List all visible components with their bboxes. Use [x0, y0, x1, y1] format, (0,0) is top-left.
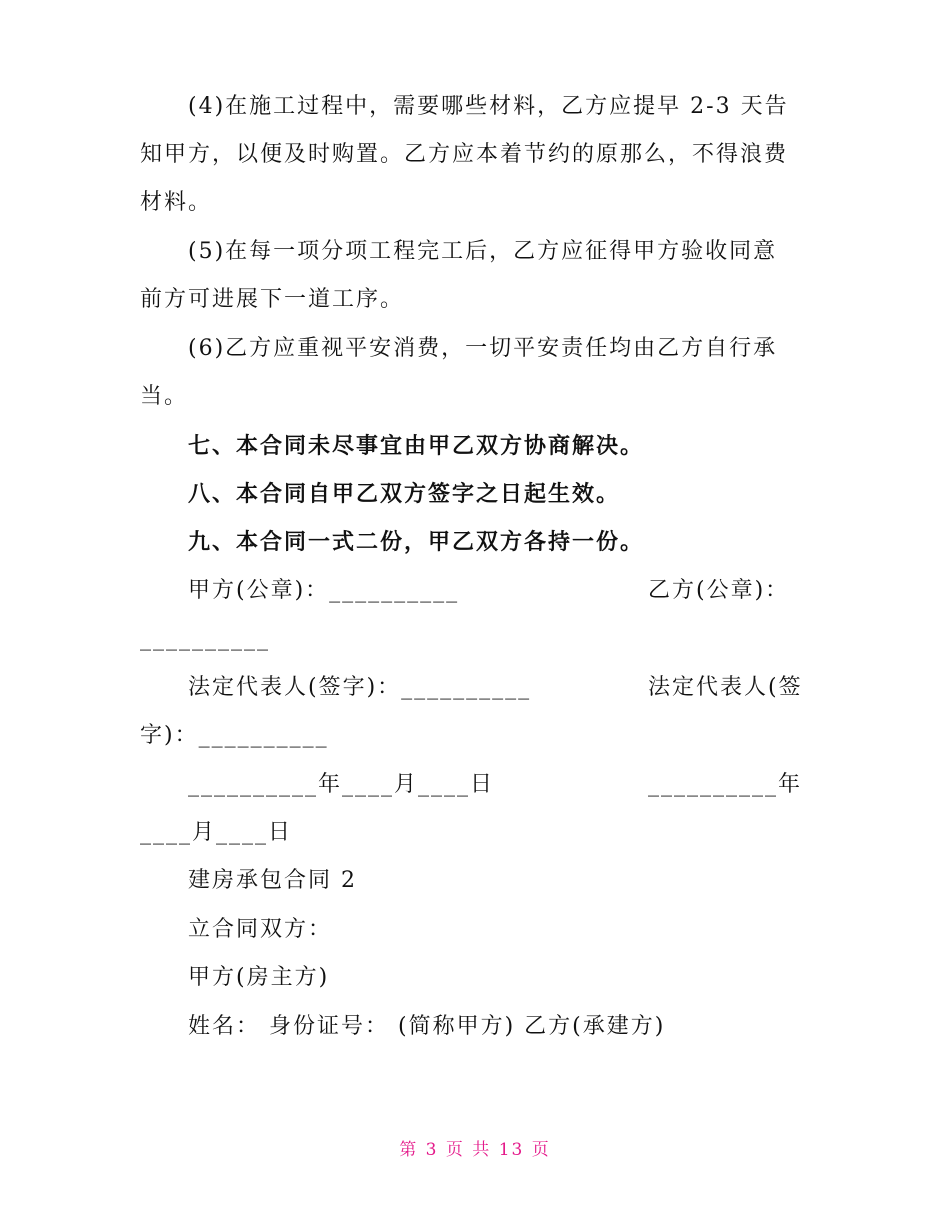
clause-eight: 八、本合同自甲乙双方签字之日起生效。: [188, 481, 621, 507]
paragraph-line: (6)乙方应重视平安消费，一切平安责任均由乙方自行承: [188, 336, 778, 361]
party-b-date: __________年: [648, 772, 803, 797]
paragraph-line: 当。: [140, 384, 189, 409]
party-b-representative: 法定代表人(签: [648, 675, 803, 700]
clause-nine: 九、本合同一式二份，甲乙双方各持一份。: [188, 529, 645, 555]
party-b-date-cont: ____月____日: [140, 820, 293, 845]
paragraph-line: 前方可进展下一道工序。: [140, 287, 405, 312]
party-a-date: __________年____月____日: [188, 772, 495, 797]
party-a-seal: 甲方(公章)：__________: [188, 578, 460, 603]
clause-seven: 七、本合同未尽事宜由甲乙双方协商解决。: [188, 433, 645, 459]
paragraph-line: 立合同双方：: [188, 917, 333, 942]
paragraph-line: 甲方(房主方): [188, 965, 330, 990]
party-b-representative-cont: 字)：__________: [140, 723, 329, 748]
paragraph-line: 姓名： 身份证号： (简称甲方) 乙方(承建方): [188, 1014, 666, 1039]
party-a-representative: 法定代表人(签字)：__________: [188, 675, 532, 700]
party-b-seal: 乙方(公章)：: [648, 578, 790, 603]
party-b-seal-blank: __________: [140, 626, 270, 651]
paragraph-line: (5)在每一项分项工程完工后，乙方应征得甲方验收同意: [188, 239, 778, 264]
paragraph-line: 知甲方，以便及时购置。乙方应本着节约的原那么，不得浪费: [140, 142, 789, 167]
paragraph-line: (4)在施工过程中，需要哪些材料，乙方应提早 2-3 天告: [188, 94, 789, 119]
paragraph-line: 材料。: [140, 190, 213, 215]
page-number: 第 3 页 共 13 页: [399, 1140, 551, 1160]
contract-title: 建房承包合同 2: [188, 868, 357, 893]
